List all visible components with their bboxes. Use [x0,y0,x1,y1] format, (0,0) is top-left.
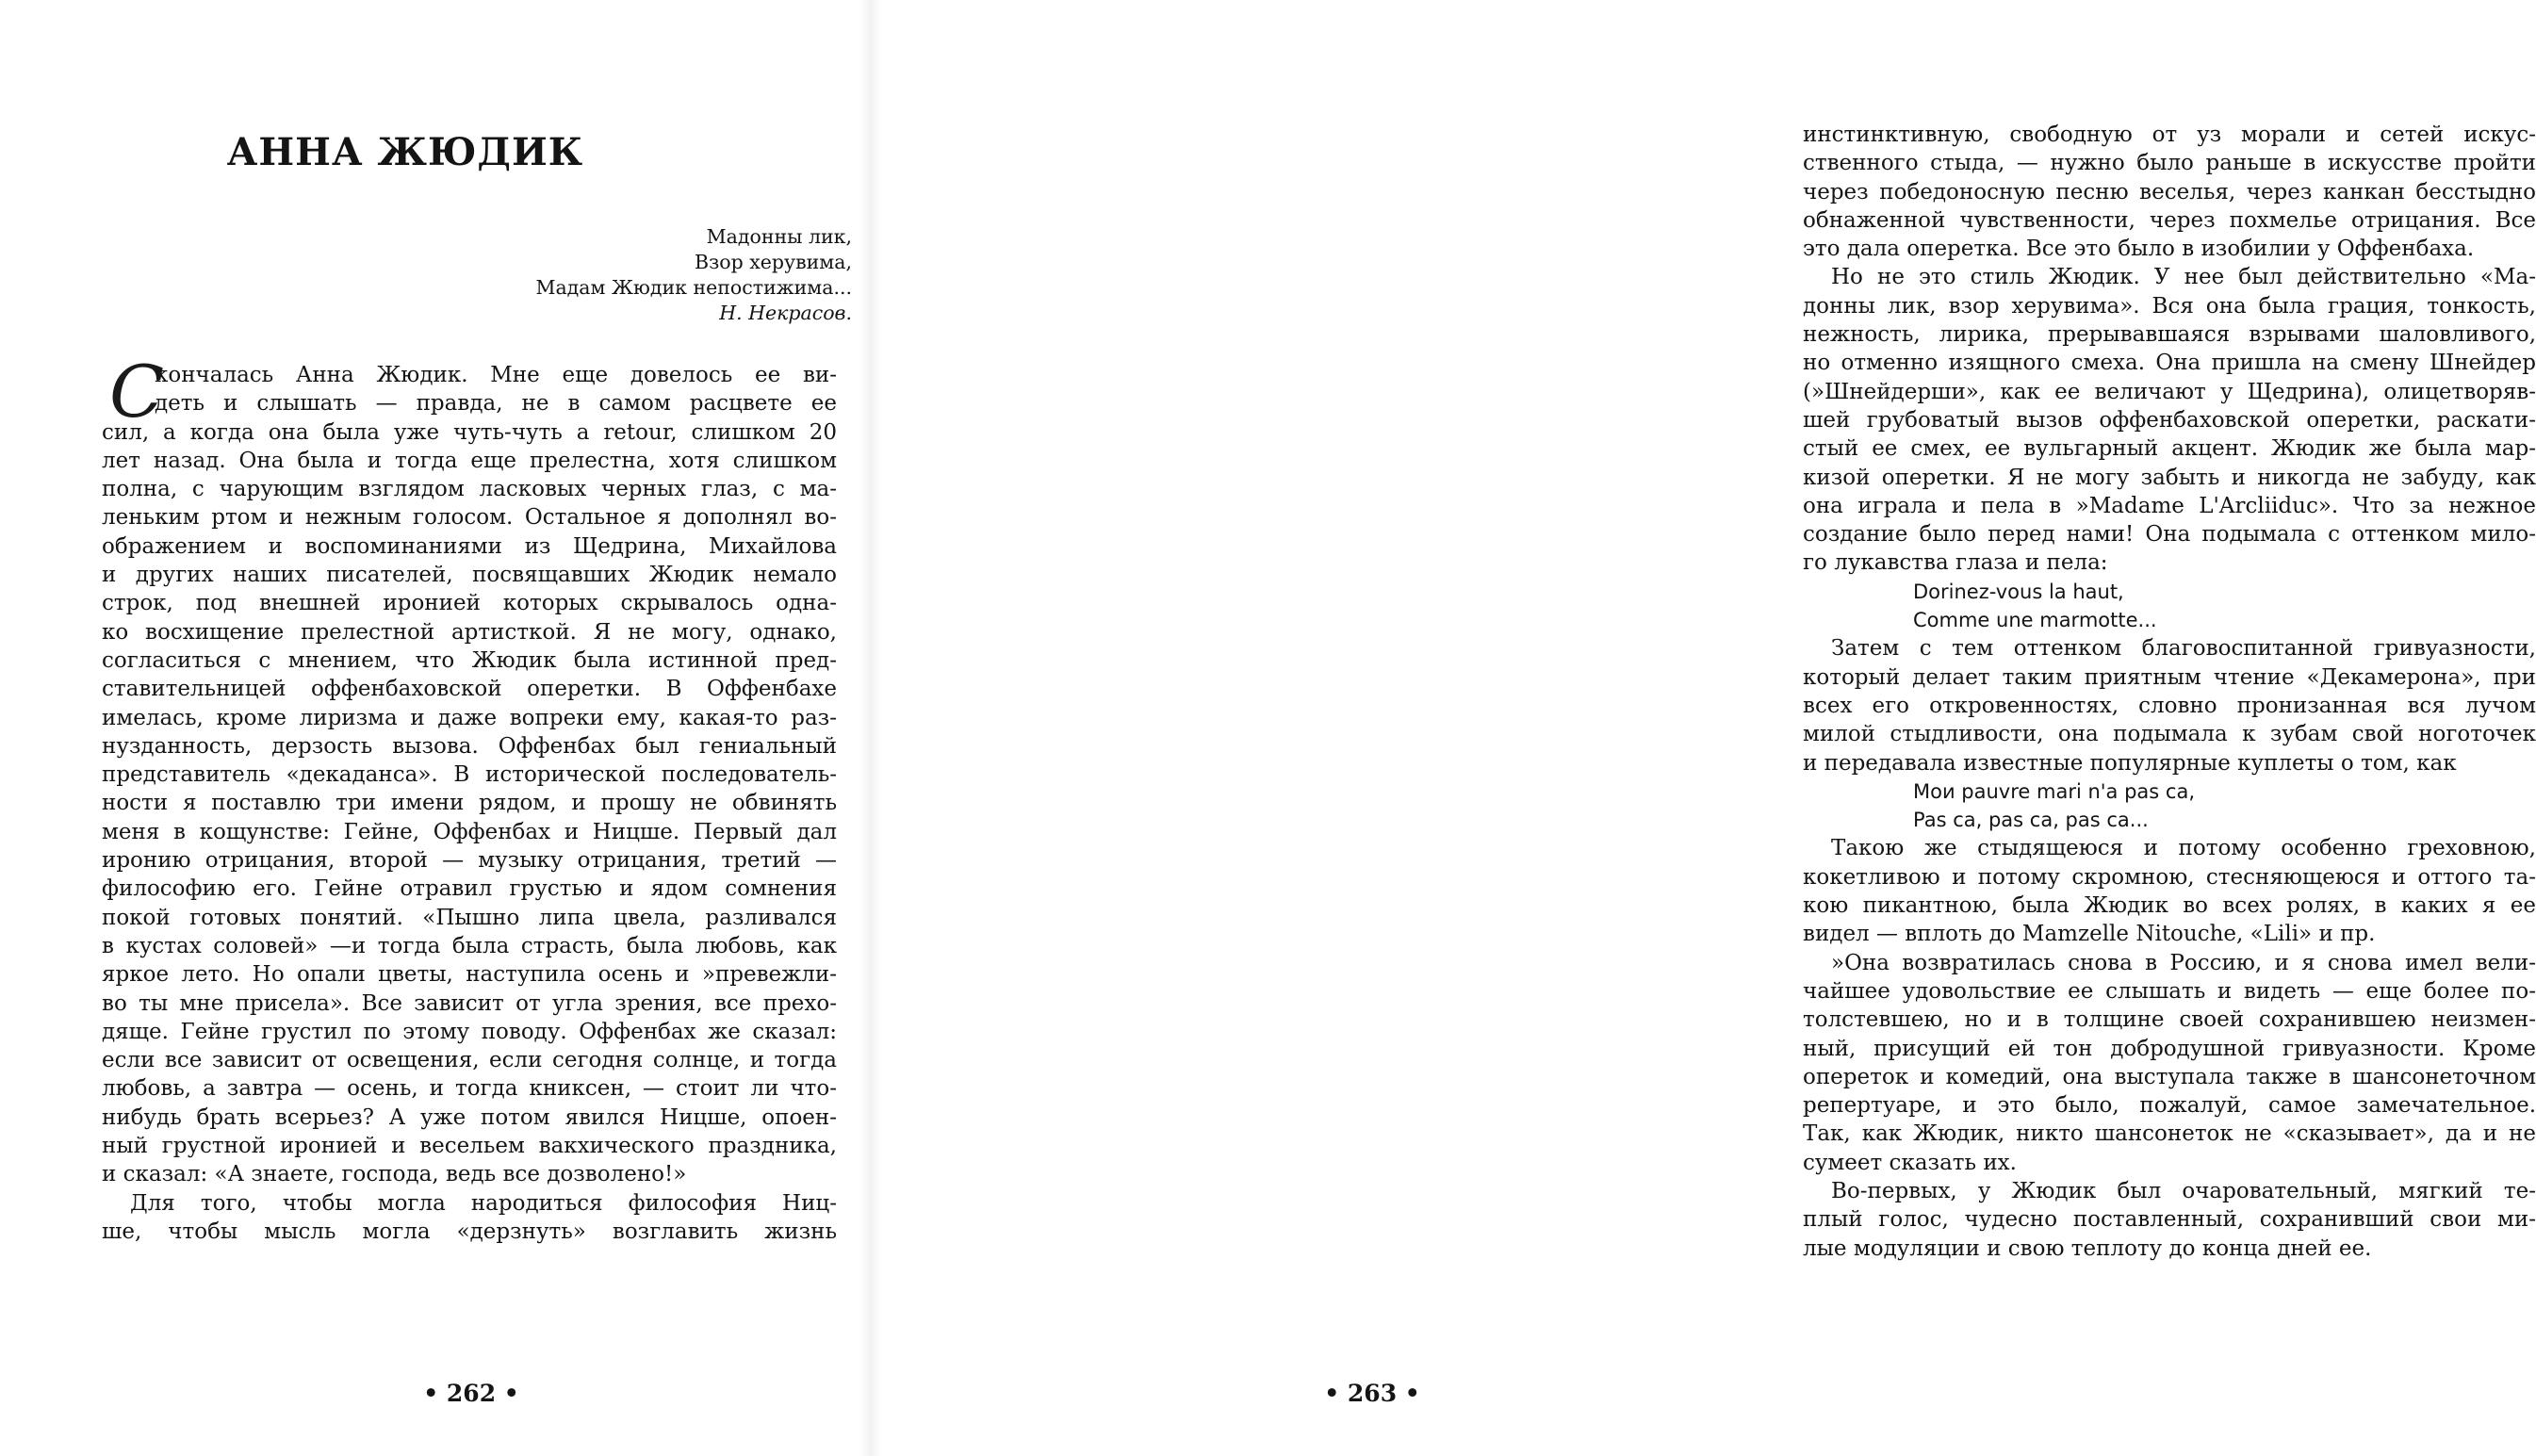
text-line: Так, как Жюдик, никто шансонеток не «сказывает», да и не [1803,1121,2536,1147]
text-line: »Она возвратилась снова в Россию, и я снова имел вели- [1831,950,2536,975]
text-line: всех его откровенностях, словно пронизанная вся лучом [1803,693,2536,718]
text-line: она играла и пела в »Madame L'Arcliiduc». Что за нежное [1803,493,2536,518]
text-line: ный грустной иронией и весельем вакхического праздника, [102,1134,837,1159]
text-line: через победоносную песню веселья, через канкан бесстыдно [1803,179,2536,204]
verse-line: Pas ca, pas ca, pas ca... [1913,809,2149,832]
text-line: и сказал: «А знаете, господа, ведь все дозволено!» [102,1162,687,1187]
text-line: полна, с чарующим взглядом ласковых черных глаз, с ма- [102,477,837,502]
text-line: но отменно изящного смеха. Она пришла на смену Шнейдер [1803,351,2536,376]
right-page [871,0,2536,1456]
text-line: нузданность, дерзость вызова. Оффенбах был гениальный [102,733,837,759]
left-page [0,0,871,1456]
text-line: плый голос, чудесно поставленный, сохранивший свои ми- [1803,1207,2536,1233]
verse-line: Мои pauvre mari n'a pas ca, [1913,779,2195,803]
text-line: строк, под внешней иронией которых скрывалось одна- [102,591,837,616]
text-line: имелась, кроме лиризма и даже вопреки ему, какая-то раз- [102,705,837,730]
text-line: толстевшею, но и в толщине своей сохранившею неизмен- [1803,1007,2536,1033]
text-line: кою пикантною, была Жюдик во всех ролях, в каких я ее [1803,893,2536,919]
drop-cap: С [109,350,165,434]
text-line: опереток и комедий, она выступала также в шансонеточном [1803,1064,2536,1089]
chapter-title: АННА ЖЮДИК [226,130,584,174]
text-line: шей грубоватый вызов оффенбаховской оперетки, раскати- [1803,407,2536,433]
text-line: ственного стыда, — нужно было раньше в искусстве пройти [1803,151,2536,176]
text-line: дяще. Гейне грустил по этому поводу. Оффенбах же сказал: [102,1019,837,1044]
text-line: это дала оперетка. Все это было в изобилии у Оффенбаха. [1803,237,2475,262]
text-line: в кустах соловей» —и тогда была страсть, была любовь, как [102,933,837,958]
epigraph-line: Взор херувима, [695,251,852,273]
verse-line: Comme une marmotte... [1913,609,2157,632]
epigraph-author: Н. Некрасов. [719,302,852,324]
page-number: • 263 • [1324,1380,1420,1407]
text-line: меня в кощунстве: Гейне, Оффенбах и Ницше. Первый дал [102,819,837,844]
text-line: ко восхищение прелестной артисткой. Я не могу, однако, [102,619,837,645]
verse-line: Dorinez-vous la haut, [1913,580,2124,603]
text-line: репертуаре, и это было, пожалуй, самое замечательное. [1803,1093,2536,1119]
text-line: кокетливою и потому скромною, стесняющеюся и оттого та- [1803,864,2536,890]
text-line: нежность, лирика, прерывавшаяся взрывами шаловливого, [1803,322,2536,348]
text-line: кизой оперетки. Я не могу забыть и никогда не забуду, как [1803,465,2536,490]
text-line: философию его. Гейне отравил грустью и ядом сомнения [102,876,837,902]
text-line: инстинктивную, свободную от уз морали и сетей искус- [1803,123,2536,147]
text-line: представитель «декаданса». В исторической последователь- [102,762,837,788]
text-line: Во-первых, у Жюдик был очаровательный, мягкий те- [1831,1178,2536,1203]
text-line: Такою же стыдящеюся и потому особенно греховною, [1831,836,2536,861]
text-line: лые модуляции и свою теплоту до конца дней ее. [1803,1235,2372,1261]
text-line: ображением и воспоминаниями из Щедрина, Михайлова [102,533,837,559]
text-line: сумеет сказать их. [1803,1150,2017,1175]
text-line: иронию отрицания, второй — музыку отрицания, третий — [102,848,837,874]
text-line: и других наших писателей, посвящавших Жюдик немало [102,563,837,588]
text-line: го лукавства глаза и пела: [1803,550,2108,576]
text-line: чайшее удовольствие ее слышать и видеть — еще более по- [1803,978,2536,1004]
text-line: деть и слышать — правда, не в самом расцвете ее [155,391,837,417]
text-line: ше, чтобы мысль могла «дерзнуть» возглавить жизнь [102,1219,837,1244]
right-page-text [1803,121,2536,1263]
text-line: кончалась Анна Жюдик. Мне еще довелось ее ви- [155,363,837,387]
text-line: милой стыдливости, она подымала к зубам свой ноготочек [1803,722,2536,747]
epigraph [377,224,852,326]
text-line: согласиться с мнением, что Жюдик была истинной пред- [102,647,837,673]
page-number: • 262 • [423,1380,519,1407]
text-line: ный, присущий ей тон добродушной гривуазности. Кроме [1803,1036,2536,1061]
text-line: во ты мне присела». Все зависит от угла зрения, все прехо- [102,990,837,1016]
text-line: Но не это стиль Жюдик. У нее был действительно «Ма- [1831,265,2536,290]
text-line: покой готовых понятий. «Пышно липа цвела, разливался [102,905,837,930]
text-line: стый ее смех, ее вульгарный акцент. Жюдик же была мар- [1803,436,2536,462]
text-line: лет назад. Она была и тогда еще прелестна, хотя слишком [102,448,837,473]
epigraph-line: Мадам Жюдик непостижима... [535,276,852,299]
text-line: донны лик, взор херувима». Вся она была грация, тонкость, [1803,293,2536,319]
text-line: Для того, чтобы могла народиться философия Ниц- [130,1190,837,1216]
text-line: который делает таким приятным чтение «Декамерона», при [1803,664,2536,690]
text-line: обнаженной чувственности, через похмелье отрицания. Все [1803,207,2536,233]
text-line: яркое лето. Но опали цветы, наступила осень и »превежли- [102,962,837,988]
left-page-text [102,361,837,1246]
text-line: если все зависит от освещения, если сегодня солнце, и тогда [102,1048,837,1073]
text-line: леньким ртом и нежным голосом. Остальное я дополнял во- [102,505,837,531]
text-line: ставительницей оффенбаховской оперетки. В Оффенбахе [102,677,837,702]
text-line: нибудь брать всерьез? А уже потом явился Ницше, опоен- [102,1104,837,1130]
text-line: любовь, а завтра — осень, и тогда книксен, — стоит ли что- [102,1076,837,1102]
text-line: Затем с тем оттенком благовоспитанной гривуазности, [1831,636,2536,662]
text-line: и передавала известные популярные куплеты о том, как [1803,750,2457,776]
text-line: видел — вплоть до Mamzelle Nitouche, «Lili» и пр. [1803,922,2376,947]
epigraph-line: Мадонны лик, [706,225,852,248]
text-line: создание было перед нами! Она подымала с оттенком мило- [1803,522,2536,548]
text-line: ности я поставлю три имени рядом, и прошу не обвинять [102,791,837,816]
text-line: (»Шнейдерши», как ее величают у Щедрина), олицетворяв- [1803,379,2536,404]
text-line: сил, а когда она была уже чуть-чуть a retour, слишком 20 [102,419,837,445]
